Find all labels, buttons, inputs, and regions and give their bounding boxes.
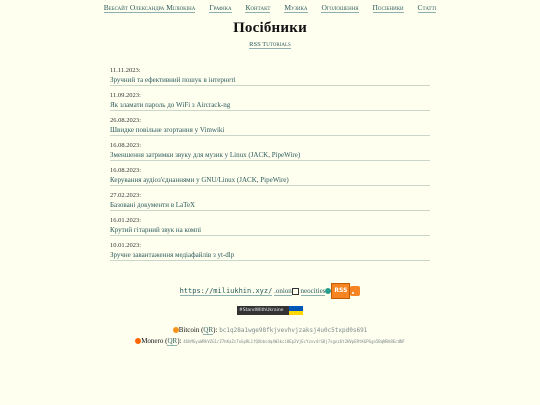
tor-icon [292, 288, 299, 295]
list-item [110, 141, 430, 166]
standwith-label: #StandWithUkraine [237, 306, 289, 315]
monero-address[interactable]: 46hMGyuWRhVZG1rZ7hKaZsTxGpRL1fQXbbcdq4W3kci8Ep2VjEcYzvv4rSDj7sgnz6t2HVpERtKGPGgn5BqNRA8EcdNF [183, 339, 405, 344]
post-link[interactable]: Зменшення затримки звуку для музик у Linux (JACK, PipeWire) [110, 150, 430, 161]
rss-tutorials-link[interactable]: RSS Tutorials [249, 41, 291, 48]
post-date: 11.11.2023: [110, 67, 141, 74]
nav-articles[interactable]: Статті [417, 3, 437, 12]
post-date: 27.02.2023: [110, 192, 142, 199]
nav-music[interactable]: Музика [284, 3, 308, 12]
post-list [110, 66, 430, 266]
list-item [110, 66, 430, 91]
page-title: Посібники [233, 20, 307, 36]
post-link[interactable]: Керування аудіоз'єднаннями у GNU/Linux (JACK, PipeWire) [110, 175, 430, 186]
bitcoin-address[interactable]: bc1q28a1wge98fkjvevhvjzaksj4u0c5txpd0s691 [219, 327, 368, 334]
post-date: 16.01.2023: [110, 217, 142, 224]
nav-announcements[interactable]: Оголошення [321, 3, 359, 12]
post-link[interactable]: Базовані документи в LaTeX [110, 200, 430, 211]
onion-link[interactable]: .onion [274, 286, 292, 295]
nav-graphics[interactable]: Графіка [209, 3, 232, 12]
list-item [110, 166, 430, 191]
list-item [110, 241, 430, 266]
list-item [110, 116, 430, 141]
post-date: 16.08.2023: [110, 142, 142, 149]
rss-icon[interactable] [350, 286, 360, 296]
nav-tutorials[interactable]: Посібники [372, 3, 404, 12]
top-navigation [0, 3, 540, 13]
monero-row: Monero (QR): 46hMGyuWRhVZG1rZ7hKaZsTxGpRL1fQXbbcdq4W3kci8Ep2VjEcYzvv4rSDj7sgnz6t2HVpERtKGPGgn5BqNRA8EcdNF [0, 336, 540, 347]
list-item [110, 191, 430, 216]
post-link[interactable]: Зручне завантаження медіафайлів з yt-dlp [110, 250, 430, 261]
post-link[interactable]: Крутий гітарний звук на компі [110, 225, 430, 236]
post-link[interactable]: Швидке повільне згортання у Vimwiki [110, 125, 430, 136]
nav-contact[interactable]: Контакт [245, 3, 271, 12]
post-date: 11.09.2023: [110, 92, 141, 99]
neocities-link[interactable]: neocities [300, 286, 326, 295]
stand-with-ukraine-badge[interactable] [237, 306, 303, 315]
post-link[interactable]: Зручний та ефективний пошук в інтернеті [110, 75, 430, 86]
bitcoin-qr-link[interactable]: QR [203, 326, 214, 334]
footer-links [0, 283, 540, 299]
list-item [110, 91, 430, 116]
post-date: 16.08.2023: [110, 167, 142, 174]
rss-button[interactable]: RSS [331, 283, 350, 299]
nav-home[interactable]: Вебсайт Олександра Мілюкіна [103, 3, 196, 12]
post-link[interactable]: Як зламати пароль до WiFi з Aircrack-ng [110, 100, 430, 111]
post-date: 26.08.2023: [110, 117, 142, 124]
post-date: 10.01.2023: [110, 242, 142, 249]
ukraine-flag-icon [289, 306, 303, 315]
bitcoin-label: Bitcoin [178, 326, 200, 334]
monero-qr-link[interactable]: QR [167, 337, 178, 345]
page-subtitle [0, 41, 540, 48]
bitcoin-row: Bitcoin (QR): bc1q28a1wge98fkjvevhvjzaksj4u0c5txpd0s691 [0, 325, 540, 336]
list-item [110, 216, 430, 241]
site-url-link[interactable]: https://miliukhin.xyz/ [179, 286, 273, 295]
monero-label: Monero [141, 337, 164, 345]
